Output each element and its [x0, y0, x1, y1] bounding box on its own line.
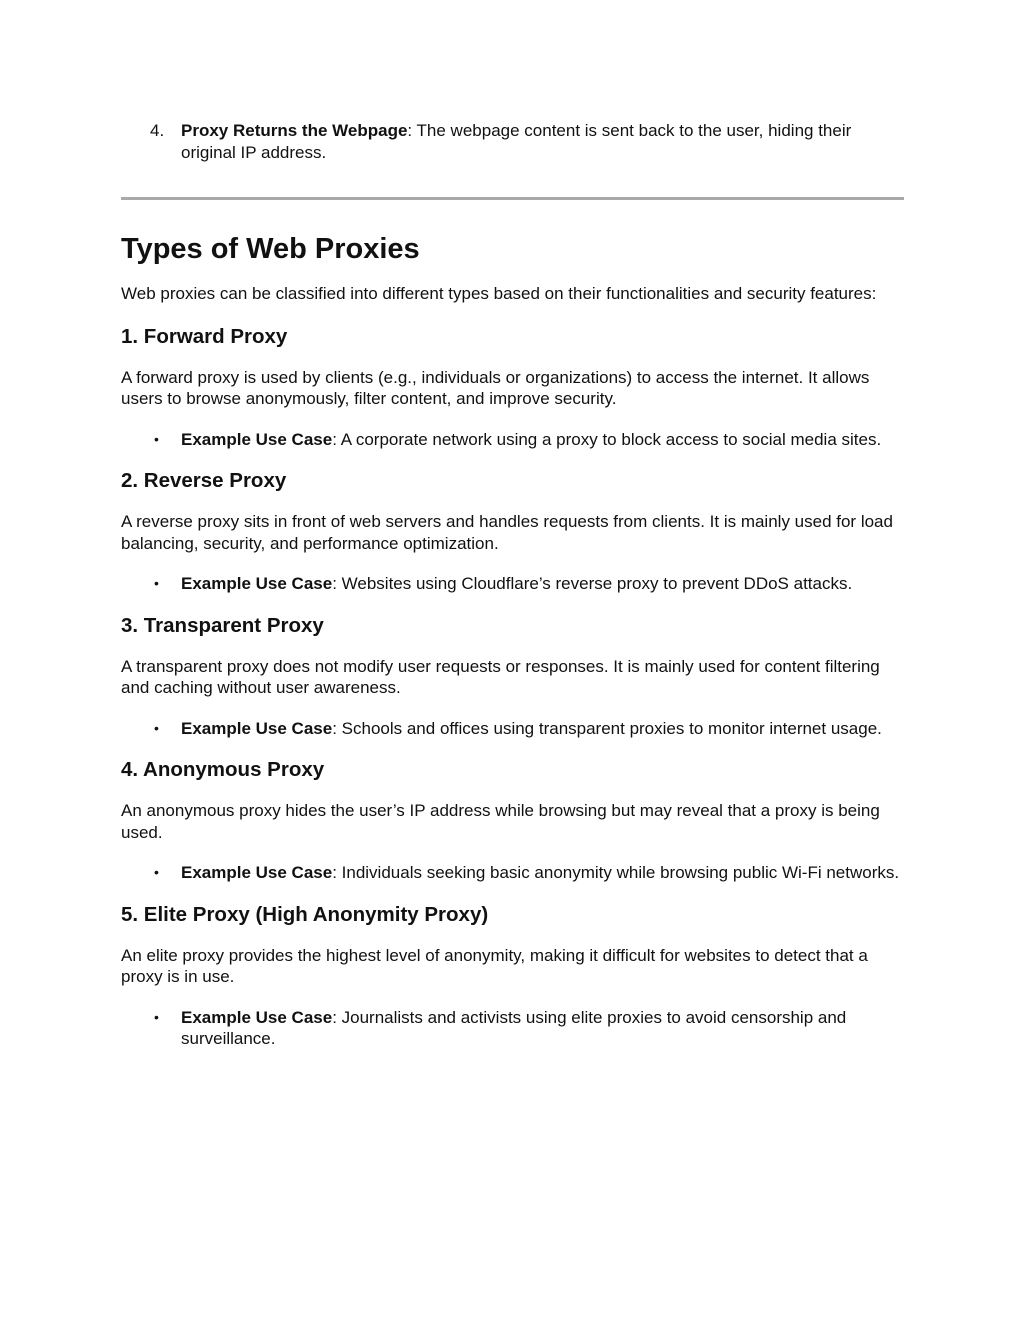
section-elite-proxy: [121, 902, 904, 1050]
section-reverse-proxy: [121, 468, 904, 595]
horizontal-divider: [121, 197, 904, 200]
section-anonymous-proxy: [121, 757, 904, 884]
page-heading: Types of Web Proxies: [121, 233, 420, 265]
list-item-text: : The webpage content is sent back to the user, hiding their original IP address.: [181, 121, 852, 162]
bullet-icon: •: [154, 719, 159, 736]
example-label: Example Use Case: [181, 574, 333, 593]
list-number: 4.: [150, 121, 165, 140]
example-label: Example Use Case: [181, 429, 333, 449]
section-title: 2. Reverse Proxy: [121, 469, 287, 492]
section-title: 3. Transparent Proxy: [121, 613, 324, 637]
section-description: An anonymous proxy hides the user’s IP address while browsing but may reveal that a proxy is being used.: [121, 801, 880, 842]
bullet-icon: •: [154, 430, 159, 447]
example-bullet: [121, 1007, 904, 1050]
section-description: A reverse proxy sits in front of web servers and handles requests from clients. It is mainly used for load balancing, security, and performance optimization.: [121, 512, 893, 553]
example-text: : Individuals seeking basic anonymity while browsing public Wi-Fi networks.: [332, 863, 900, 882]
example-bullet: [121, 862, 904, 884]
section-title: 5. Elite Proxy (High Anonymity Proxy): [121, 902, 489, 926]
section-description: An elite proxy provides the highest level of anonymity, making it difficult for websites to detect that a proxy is in use.: [121, 945, 868, 986]
intro-paragraph: Web proxies can be classified into different types based on their functionalities and security features:: [121, 284, 877, 303]
section-title: 4. Anonymous Proxy: [121, 758, 325, 781]
example-bullet: [121, 429, 904, 451]
section-description: A forward proxy is used by clients (e.g., individuals or organizations) to access the internet. It allows users to browse anonymously, filter content, and improve security.: [121, 367, 870, 408]
document-content: [121, 120, 904, 1068]
example-bullet: [121, 573, 904, 595]
example-label: Example Use Case: [181, 718, 333, 738]
example-text: : Journalists and activists using elite proxies to avoid censorship and surveillance.: [181, 1007, 847, 1048]
section-title: 1. Forward Proxy: [121, 324, 288, 348]
bullet-icon: •: [154, 575, 159, 591]
bullet-icon: •: [154, 864, 159, 880]
example-text: : Websites using Cloudflare’s reverse proxy to prevent DDoS attacks.: [332, 574, 853, 593]
list-item-term: Proxy Returns the Webpage: [181, 121, 408, 140]
section-transparent-proxy: [121, 613, 904, 740]
example-label: Example Use Case: [181, 863, 333, 882]
section-forward-proxy: [121, 324, 904, 451]
numbered-list-item: [121, 120, 904, 163]
example-bullet: [121, 718, 904, 740]
example-label: Example Use Case: [181, 1007, 333, 1027]
example-text: : A corporate network using a proxy to block access to social media sites.: [332, 429, 882, 449]
bullet-icon: •: [154, 1008, 159, 1025]
section-description: A transparent proxy does not modify user requests or responses. It is mainly used for content filtering and caching without user awareness.: [121, 656, 880, 697]
example-text: : Schools and offices using transparent proxies to monitor internet usage.: [332, 718, 882, 738]
